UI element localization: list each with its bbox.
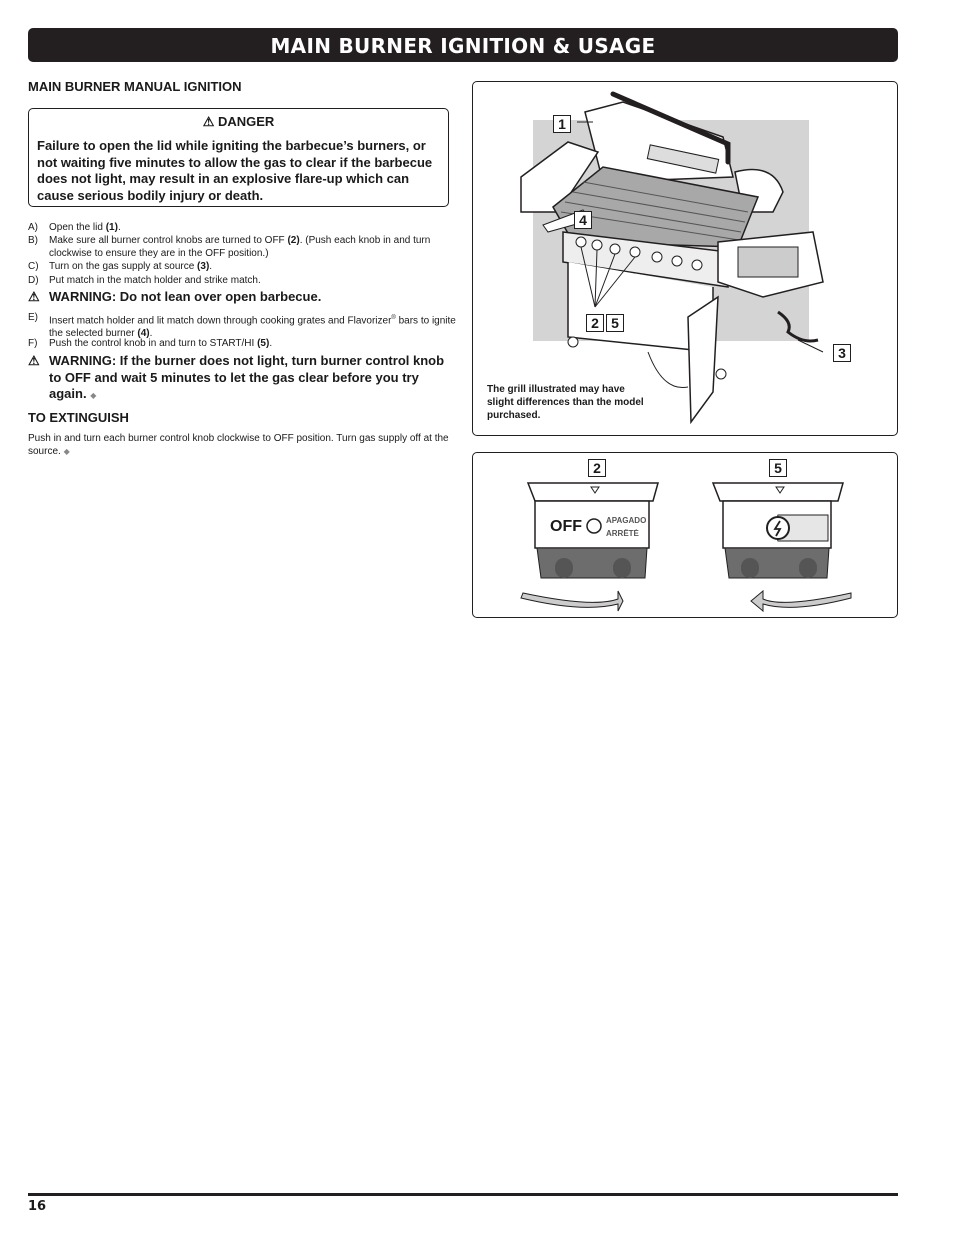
section-title-extinguish: TO EXTINGUISH: [28, 410, 129, 425]
extinguish-text: Push in and turn each burner control knob clockwise to OFF position. Turn gas supply off at the source. ◆: [28, 433, 449, 457]
step-letter: E): [28, 312, 38, 323]
warning-text: WARNING: If the burner does not light, turn burner control knob to OFF and wait 5 minutes to let the gas clear before you try again. ◆: [49, 353, 445, 401]
step-letter: D): [28, 275, 39, 286]
callout-1: 1: [553, 115, 571, 133]
end-diamond-icon: ◆: [90, 391, 97, 400]
knob-off-label-fr: ARRÊTÉ: [606, 529, 639, 538]
figure-knobs: [472, 452, 898, 618]
footer-rule: [28, 1193, 898, 1196]
step-letter: A): [28, 222, 38, 233]
callout-3: 3: [833, 344, 851, 362]
step-letter: B): [28, 235, 38, 246]
callout-5: 5: [606, 314, 624, 332]
step-text: Open the lid (1).: [49, 222, 121, 233]
end-diamond-icon: ◆: [63, 447, 70, 456]
step-text: Insert match holder and lit match down through cooking grates and Flavorizer® bars to ignite the selected burner (4).: [49, 315, 456, 339]
step-text: Turn on the gas supply at source (3).: [49, 261, 213, 272]
knob-off-label: OFF: [550, 518, 582, 535]
warning-text: WARNING: Do not lean over open barbecue.: [49, 289, 322, 304]
step-text: Put match in the match holder and strike match.: [49, 275, 261, 286]
step-letter: F): [28, 338, 38, 349]
figure-caption: The grill illustrated may have slight differences than the model purchased.: [487, 384, 644, 421]
danger-text: Failure to open the lid while igniting the barbecue’s burners, or not waiting five minutes to allow the gas to clear if the barbecue does not light, may result in an explosive flare-up which can cause serious bodily injury or death.: [37, 138, 433, 203]
callout-2: 2: [586, 314, 604, 332]
knob-off-label-es: APAGADO: [606, 516, 647, 525]
knob-illustration: [473, 453, 899, 619]
warning-triangle-icon: ⚠: [28, 289, 40, 304]
figure-grill: [472, 81, 898, 436]
page-number: 16: [28, 1199, 47, 1214]
danger-label: DANGER: [217, 114, 275, 129]
callout-5: 5: [769, 459, 787, 477]
warning-triangle-icon: ⚠: [28, 353, 40, 368]
danger-box: [28, 108, 449, 207]
warning-triangle-icon: ⚠: [202, 114, 215, 129]
step-text: Make sure all burner control knobs are turned to OFF (2). (Push each knob in and turn clockwise to ensure they are in the OFF position.): [49, 235, 431, 259]
danger-title: [29, 114, 448, 130]
section-title-manual-ignition: MAIN BURNER MANUAL IGNITION: [28, 79, 242, 94]
step-text: Push the control knob in and turn to START/HI (5).: [49, 338, 273, 349]
page-title: MAIN BURNER IGNITION & USAGE: [28, 28, 898, 62]
step-letter: C): [28, 261, 39, 272]
callout-4: 4: [574, 211, 592, 229]
callout-2: 2: [588, 459, 606, 477]
